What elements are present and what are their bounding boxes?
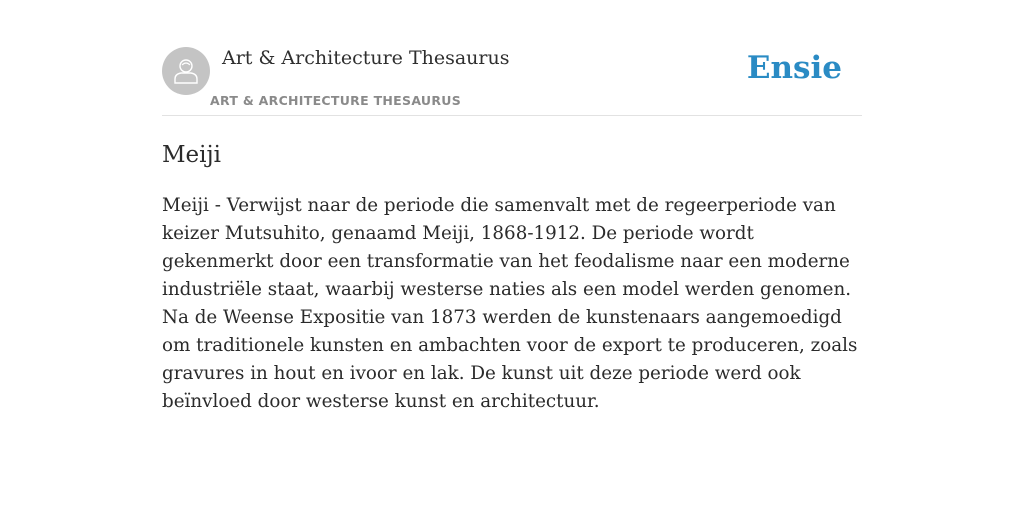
source-subtitle[interactable]: ART & ARCHITECTURE THESAURUS <box>210 93 462 108</box>
source-title[interactable]: Art & Architecture Thesaurus <box>222 47 510 69</box>
term-title: Meiji <box>162 142 222 168</box>
brand-logo[interactable]: Ensie <box>746 50 842 86</box>
term-definition: Meiji - Verwijst naar de periode die samenvalt met de regeerperiode van keizer Mutsuhito, genaamd Meiji, 1868-1912. De periode wordt gekenmerkt door een transformatie van het feodalisme naar een moderne industriële staat, waarbij westerse naties als een model werden genomen. Na de Weense Expositie van 1873 werden de kunstenaars aangemoedigd om traditionele kunsten en ambachten voor de export te produceren, zoals gravures in hout en ivoor en lak. De kunst uit deze periode werd ook beïnvloed door westerse kunst en architectuur. <box>162 195 858 412</box>
source-header <box>162 46 862 116</box>
avatar[interactable] <box>162 47 210 95</box>
user-icon <box>171 56 201 86</box>
